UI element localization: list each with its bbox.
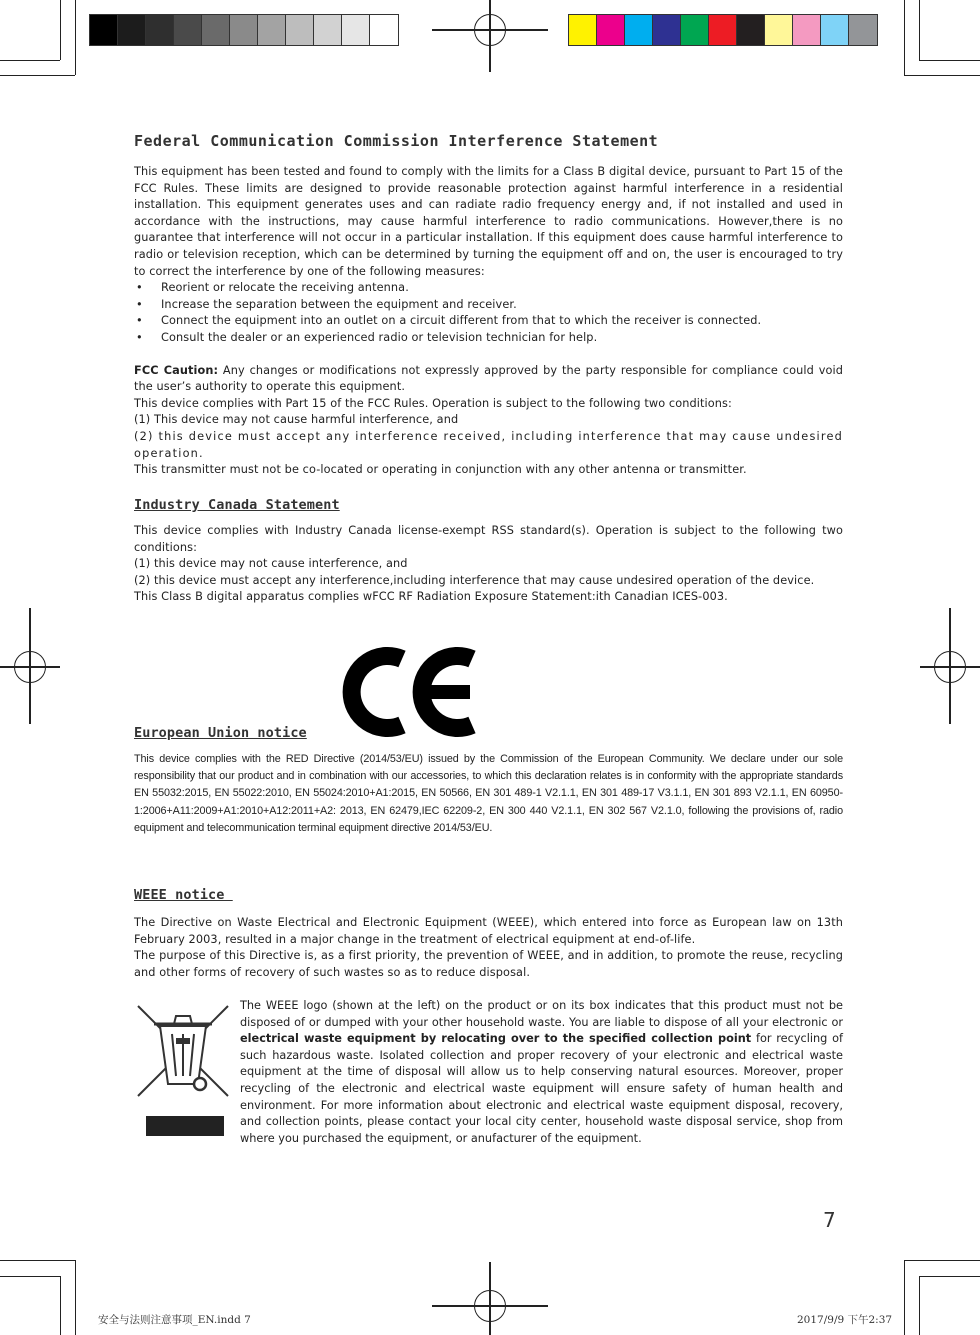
crop-mark xyxy=(919,1276,920,1335)
color-swatch xyxy=(118,15,146,45)
weee-para-2: The purpose of this Directive is, as a first priority, the prevention of WEEE, and in addition, to promote the reuse, recycling and other forms of recovery of such wastes so as to reduce disposal. xyxy=(134,949,843,979)
color-swatch xyxy=(314,15,342,45)
weee-title: WEEE notice xyxy=(134,887,233,903)
color-swatch xyxy=(625,15,653,45)
registration-line xyxy=(29,608,31,724)
crop-mark xyxy=(919,60,980,61)
weee-section xyxy=(134,887,843,904)
ic-condition-1: (1) this device may not cause interference, and xyxy=(134,557,408,571)
crop-mark xyxy=(75,0,76,75)
fcc-caution-text: Any changes or modifications not expressly approved by the party responsible for compliance could void the user’s authority to operate this equipment. xyxy=(134,363,843,394)
ce-logo xyxy=(340,643,478,741)
crop-mark xyxy=(904,1260,980,1261)
weee-logo-text-b: for recycling of such hazardous waste. Isolated collection and proper recovery of your electronic and electrical waste equipment at the time of disposal will allow us to help conserving natural esources. Moreover, proper recycling of the electronic and electrical waste equipment will ensure safety of human health and environment. For more information about electronic and electrical waste equipment disposal, recovery, and collection points, please contact your local city center, household waste disposal service, shop from where you purchased the equipment, or anufacturer of the equipment. xyxy=(240,1032,843,1145)
weee-logo-paragraph xyxy=(240,998,843,1147)
color-swatch xyxy=(370,15,398,45)
fcc-section xyxy=(134,133,843,150)
color-swatch xyxy=(90,15,118,45)
registration-line xyxy=(949,608,951,724)
weee-body xyxy=(134,915,843,981)
color-swatch xyxy=(793,15,821,45)
color-swatch xyxy=(737,15,765,45)
eu-body xyxy=(134,751,843,837)
color-bar xyxy=(568,14,878,46)
weee-para-1: The Directive on Waste Electrical and Electronic Equipment (WEEE), which entered into force as European law on 13th February 2003, resulted in a major change in the treatment of electrical equipment at end-of-life. xyxy=(134,916,843,946)
ic-ices: This Class B digital apparatus complies wFCC RF Radiation Exposure Statement:ith Canadian ICES-003. xyxy=(134,590,728,604)
registration-line xyxy=(489,1262,491,1335)
weee-logo-text-bold: electrical waste equipment by relocating over to the specified collection point xyxy=(240,1032,752,1046)
color-swatch xyxy=(202,15,230,45)
crop-mark xyxy=(0,1260,75,1261)
crop-mark xyxy=(0,60,60,61)
footer-datetime: 2017/9/9 下午2:37 xyxy=(797,1314,893,1326)
page-number: 7 xyxy=(823,1208,836,1232)
weee-bin-icon xyxy=(136,1002,231,1138)
ic-body xyxy=(134,523,843,606)
color-swatch xyxy=(569,15,597,45)
footer-file: 安全与法则注意事项_EN.indd 7 xyxy=(98,1314,251,1326)
fcc-caution xyxy=(134,363,843,396)
fcc-caution-label: FCC Caution: xyxy=(134,363,219,377)
crossed-out-bin-icon xyxy=(136,1002,231,1138)
color-swatch xyxy=(653,15,681,45)
crop-mark xyxy=(904,75,980,76)
color-swatch xyxy=(258,15,286,45)
ce-mark-icon xyxy=(340,643,478,741)
ic-section xyxy=(134,497,843,514)
fcc-condition-2: (2) this device must accept any interference received, including interference that may cause undesired operation. xyxy=(134,429,843,460)
crop-mark xyxy=(904,0,905,75)
fcc-body xyxy=(134,164,843,479)
crop-mark xyxy=(0,75,75,76)
fcc-part15: This device complies with Part 15 of the FCC Rules. Operation is subject to the following two conditions: xyxy=(134,396,732,410)
fcc-colocation: This transmitter must not be co-located or operating in conjunction with any other antenna or transmitter. xyxy=(134,463,747,477)
list-item: • Consult the dealer or an experienced radio or television technician for help. xyxy=(134,330,843,347)
color-swatch xyxy=(821,15,849,45)
crop-mark xyxy=(60,0,61,60)
weee-logo-text xyxy=(240,998,843,1147)
color-swatch xyxy=(342,15,370,45)
ic-intro: This device complies with Industry Canada license-exempt RSS standard(s). Operation is subject to the following two conditions: xyxy=(134,524,843,554)
list-item: • Reorient or relocate the receiving antenna. xyxy=(134,280,843,297)
color-swatch xyxy=(849,15,877,45)
fcc-intro: This equipment has been tested and found to comply with the limits for a Class B digital device, pursuant to Part 15 of the FCC Rules. These limits are designed to provide reasonable protection against harmful interference in a residential installation. This equipment generates uses and can radiate radio frequency energy and, if not installed and used in accordance with the instructions, may cause harmful interference to radio communications. However,there is no guarantee that interference will not occur in a particular installation. If this equipment does cause harmful interference to radio or television reception, which can be determined by turning the equipment off and on, the user is encouraged to try to correct the interference by one of the following measures: xyxy=(134,165,843,278)
eu-section xyxy=(134,725,843,742)
fcc-measures-list xyxy=(134,280,843,346)
list-item: • Increase the separation between the equipment and receiver. xyxy=(134,297,843,314)
crop-mark xyxy=(919,1276,980,1277)
crop-mark xyxy=(75,1260,76,1335)
color-swatch xyxy=(174,15,202,45)
color-swatch xyxy=(681,15,709,45)
registration-line xyxy=(489,0,491,72)
ic-title: Industry Canada Statement xyxy=(134,497,340,513)
eu-title: European Union notice xyxy=(134,725,307,741)
list-item: • Connect the equipment into an outlet on a circuit different from that to which the receiver is connected. xyxy=(134,313,843,330)
ic-condition-2: (2) this device must accept any interference,including interference that may cause undesired operation of the device. xyxy=(134,573,815,587)
crop-mark xyxy=(904,1260,905,1335)
color-swatch xyxy=(765,15,793,45)
weee-logo-text-a: The WEEE logo (shown at the left) on the product or on its box indicates that this product must not be disposed of or dumped with your other household waste. You are liable to dispose of all your electronic or xyxy=(240,999,843,1029)
crop-mark xyxy=(919,0,920,60)
crop-mark xyxy=(60,1276,61,1335)
fcc-condition-1: (1) This device may not cause harmful interference, and xyxy=(134,413,459,427)
fcc-title: Federal Communication Commission Interference Statement xyxy=(134,132,659,150)
eu-text: This device complies with the RED Directive (2014/53/EU) issued by the Commission of the European Community. We declare under our sole responsibility that our product and in combination with our accessories, to which this declaration relates is in conformity with the appropriate standards EN 55032:2015, EN 55022:2010, EN 55024:2010+A1:2015, EN 50566, EN 301 489-1 V2.1.1, EN 301 489-17 V3.1.1, EN 301 893 V2.1.1, EN 60950-1:2006+A11:2009+A1:2010+A12:2011+A2: 2013, EN 62479,IEC 62209-2, EN 300 440 V2.1.1, EN 302 567 V2.1.0, following the provisions of, radio equipment and telecommunication terminal equipment directive 2014/53/EU. xyxy=(134,753,843,834)
grayscale-bar xyxy=(89,14,399,46)
color-swatch xyxy=(709,15,737,45)
crop-mark xyxy=(0,1276,60,1277)
color-swatch xyxy=(230,15,258,45)
color-swatch xyxy=(597,15,625,45)
color-swatch xyxy=(286,15,314,45)
color-swatch xyxy=(146,15,174,45)
